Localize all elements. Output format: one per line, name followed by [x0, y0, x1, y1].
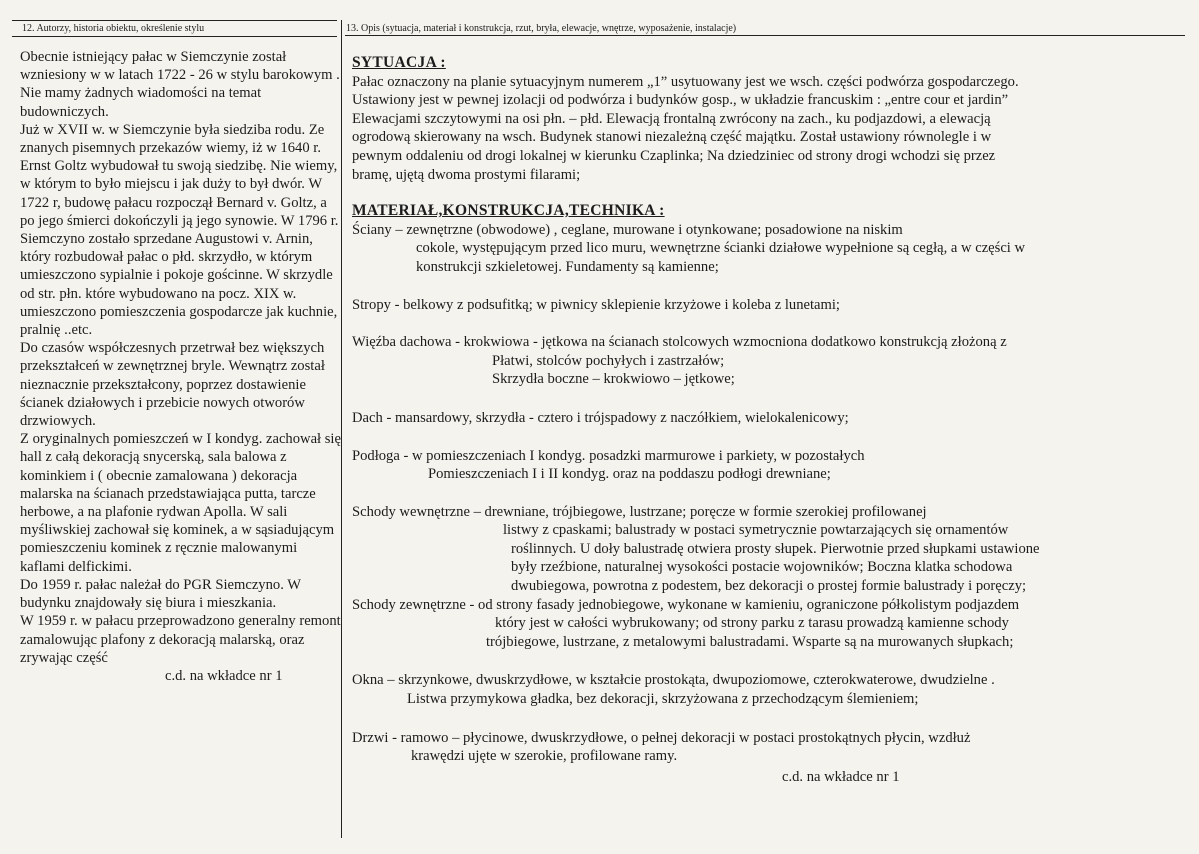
sytuacja-line: Elewacjami szczytowymi na osi płn. – płd. Elewacją frontalną zwrócony na zach., ku podjazdowi, a elewacją — [352, 110, 991, 127]
header-bottom-rule-left — [12, 36, 337, 37]
history-column — [20, 48, 345, 685]
header-top-rule — [12, 20, 337, 21]
schody-zew-line: trójbiegowe, lustrzane, z metalowymi balustradami. Wsparte są na murowanych słupkach; — [486, 633, 1014, 650]
continued-note: c.d. na wkładce nr 1 — [165, 667, 283, 684]
okna-line: Okna – skrzynkowe, dwuskrzydłowe, w kształcie prostokąta, dwupoziomowe, czterokwaterowe, dwudzielne . — [352, 672, 995, 689]
sytuacja-line: pewnym oddaleniu od drogi lokalnej w kierunku Czaplinka; Na dziedziniec od strony drogi wchodzi się przez — [352, 147, 996, 164]
stropy-line: Stropy - belkowy z podsufitką; w piwnicy sklepienie krzyżowe i koleba z lunetami; — [352, 296, 840, 313]
sytuacja-line: Pałac oznaczony na planie sytuacyjnym numerem „1” usytuowany jest we wsch. części podwórza gospodarczego. — [352, 73, 1019, 90]
wiezba-line: Skrzydła boczne – krokwiowo – jętkowe; — [492, 371, 735, 388]
left-header: 12. Autorzy, historia obiektu, określenie stylu — [22, 23, 205, 34]
right-header: 13. Opis (sytuacja, materiał i konstrukcja, rzut, bryła, elewacje, wnętrze, wyposażenie, instalacje) — [346, 23, 737, 34]
history-paragraph: Już w XVII w. w Siemczynie była siedziba rodu. Ze znanych pisemnych przekazów wiemy, iż w 1640 r. Ernst Goltz wybudował tu swoją siedzibę. Nie wiemy, w którym to było miejscu i jak duży to był dwór. W 1722 r, budowę pałacu rozpoczął Bernard v. Goltz, a po jego śmierci dokończyli ją jego synowie. W 1796 r. Siemczyno zostało sprzedane Augustowi v. Arnin, który rozbudował pałac o płd. skrzydło, w którym umieszczono sypialnie i pokoje gościnne. W skrzydle od str. płn. które wybudowano na pocz. XIX w. umieszczono pomieszczenia gospodarcze jak kuchnie, pralnię ..etc. — [20, 121, 339, 339]
okna-line: Listwa przymykowa gładka, bez dekoracji, skrzyżowana z przechodzącym ślemieniem; — [407, 691, 919, 708]
schody-wew-line: były rzeźbione, naturalnej wysokości postacie wojowników; Boczna klatka schodowa — [511, 559, 1013, 576]
history-paragraph: Do czasów współczesnych przetrwał bez większych przekształceń w zewnętrznej bryle. Wewnątrz został nieznacznie przekształcony, poprzez dostawienie ścianek działowych i przebicie nowych otworów drzwiowych. — [20, 340, 325, 430]
dach-line: Dach - mansardowy, skrzydła - cztero i trójspadowy z naczółkiem, wielokalenicowy; — [352, 409, 849, 426]
sciany-line: konstrukcji szkieletowej. Fundamenty są kamienne; — [416, 258, 719, 275]
schody-wew-line: Schody wewnętrzne – drewniane, trójbiegowe, lustrzane; poręcze w formie szerokiej profilowanej — [352, 503, 927, 520]
sciany-line: Ściany – zewnętrzne (obwodowe) , ceglane, murowane i otynkowane; posadowione na niskim — [352, 221, 903, 238]
sciany-line: cokole, występującym przed lico muru, wewnętrzne ścianki działowe wypełnione są cegłą, a w części w — [416, 240, 1026, 257]
history-paragraph: Z oryginalnych pomieszczeń w I kondyg. zachował się hall z całą dekoracją snycerską, sala balowa z kominkiem i ( obecnie zamalowana ) dekoracja malarska na ścianach przedstawiająca putta, tarcze herbowe, a na plafonie rydwan Apolla. W sali myśliwskiej zachował się kominek, a w sąsiadującym pomieszczeniu kominek z ręcznie malowanymi kaflami delfickimi. — [20, 431, 341, 575]
drzwi-line: Drzwi - ramowo – płycinowe, dwuskrzydłowe, o pełnej dekoracji w postaci prostokątnych płycin, wzdłuż — [352, 729, 971, 746]
schody-zew-line: który jest w całości wybrukowany; od strony parku z tarasu prowadzą kamienne schody — [495, 615, 1009, 632]
wiezba-line: Więźba dachowa - krokwiowa - jętkowa na ścianach stolcowych wzmocniona dodatkowo konstrukcją złożoną z — [352, 334, 1007, 351]
sytuacja-line: bramę, ujętą dwoma prostymi filarami; — [352, 166, 581, 183]
history-paragraph: Obecnie istniejący pałac w Siemczynie został wzniesiony w w latach 1722 - 26 w stylu barokowym . Nie mamy żadnych wiadomości na temat budowniczych. — [20, 49, 340, 120]
schody-wew-line: dwubiegowa, powrotna z podestem, bez dekoracji o prostej formie balustrady i poręczy; — [511, 578, 1027, 595]
podloga-line: Pomieszczeniach I i II kondyg. oraz na poddaszu podłogi drewniane; — [428, 466, 831, 483]
sytuacja-line: Ustawiony jest w pewnej izolacji od podwórza i budynków gosp., w układzie francuskim : „entre cour et jardin” — [352, 92, 1009, 109]
sytuacja-line: ogrodową skierowany na wsch. Budynek stanowi niezależną część majątku. Został ustawiony równolegle i w — [352, 129, 992, 146]
wiezba-line: Płatwi, stolców pochyłych i zastrzałów; — [492, 352, 725, 369]
continued-note-right: c.d. na wkładce nr 1 — [782, 768, 900, 785]
schody-wew-line: roślinnych. U dołу balustradę otwiera prosty słupek. Pierwotnie przed słupkami ustawione — [511, 540, 1040, 557]
drzwi-line: krawędzi ujęte w szerokie, profilowane ramy. — [411, 748, 678, 765]
sytuacja-heading: SYTUACJA : — [352, 54, 446, 71]
material-heading: MATERIAŁ,KONSTRUKCJA,TECHNIKA : — [352, 202, 665, 220]
history-paragraph: W 1959 r. w pałacu przeprowadzono generalny remont zamalowując plafony z dekoracją malarską, oraz zrywając część — [20, 613, 341, 666]
history-paragraph: Do 1959 r. pałac należał do PGR Siemczyno. W budynku znajdowały się biura i mieszkania. — [20, 576, 301, 612]
schody-wew-line: listwy z cpaskami; balustrady w postaci symetrycznie powtarzających się ornamentów — [503, 522, 1009, 539]
description-column — [352, 54, 1182, 786]
schody-zew-line: Schody zewnętrzne - od strony fasady jednobiegowe, wykonane w kamieniu, ograniczone półkolistym podjazdem — [352, 596, 1020, 613]
podloga-line: Podłoga - w pomieszczeniach I kondyg. posadzki marmurowe i parkiety, w pozostałych — [352, 447, 865, 464]
header-bottom-rule-right — [345, 35, 1185, 36]
